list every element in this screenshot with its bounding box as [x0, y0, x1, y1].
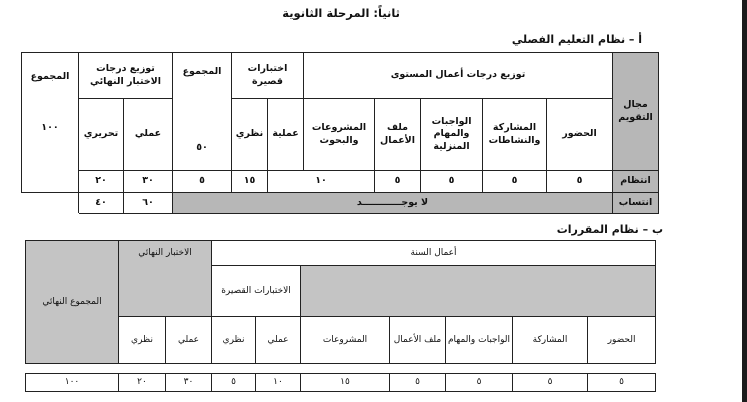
a-homework-header: الواجبات والمهام المنزلية [421, 99, 483, 171]
b-value-final-practical: ٣٠ [166, 374, 212, 392]
a-regular-final-written: ٢٠ [79, 171, 124, 193]
a-final-written-header: تحريري [79, 99, 124, 171]
b-value-portfolio: ٥ [390, 374, 446, 392]
section-b-heading: ب – نظام المقررات [556, 223, 663, 236]
b-portfolio-header: ملف الأعمال [390, 317, 446, 364]
a-regular-attendance: ٥ [547, 171, 613, 193]
a-grand-total-value: ١٠٠ [41, 121, 59, 133]
b-value-projects: ١٥ [301, 374, 390, 392]
a-affiliation-label: انتساب [613, 193, 659, 214]
b-participation-header: المشاركة [513, 317, 588, 364]
b-year-work-header: أعمال السنة [212, 241, 656, 266]
a-portfolio-header: ملف الأعمال [375, 99, 421, 171]
a-projects-header: المشروعات والبحوث [304, 99, 375, 171]
a-regular-homework: ٥ [421, 171, 483, 193]
a-regular-participation: ٥ [483, 171, 547, 193]
a-affiliation-empty [22, 193, 79, 214]
b-value-practical: ١٠ [256, 374, 301, 392]
a-theory-header: نظري [232, 99, 268, 171]
b-practical-header: عملي [256, 317, 301, 364]
a-regular-final-practical: ٣٠ [124, 171, 173, 193]
a-final-dist-header: توزيع درجات الاختبار النهائي [79, 53, 173, 99]
b-theory-header: نظري [212, 317, 256, 364]
a-total-value: ٥٠ [196, 141, 208, 153]
a-total-label: المجموع [182, 65, 222, 77]
page-title: ثانياً: المرحلة الثانوية [282, 6, 400, 20]
a-grand-total-header [22, 53, 79, 193]
a-regular-label: انتظام [613, 171, 659, 193]
a-attendance-header: الحضور [547, 99, 613, 171]
b-value-final-theory: ٢٠ [119, 374, 166, 392]
a-practical-header: عملية [268, 99, 304, 171]
b-value-attendance: ٥ [588, 374, 656, 392]
b-final-theory-header: نظري [119, 317, 166, 364]
b-projects-header: المشروعات [301, 317, 390, 364]
a-total-header [173, 53, 232, 171]
a-regular-practical: ١٥ [232, 171, 268, 193]
scan-edge-bar [742, 0, 747, 402]
b-homework-header: الواجبات والمهام [446, 317, 513, 364]
a-affiliation-final-practical: ٦٠ [124, 193, 173, 214]
b-value-final-total: ١٠٠ [26, 374, 119, 392]
a-grand-total-label: المجموع [30, 70, 70, 82]
b-value-homework: ٥ [446, 374, 513, 392]
table-semester-system [21, 52, 659, 214]
a-domain-header: مجال التقويم [613, 53, 659, 171]
b-final-practical-header: عملي [166, 317, 212, 364]
b-final-total-header: المجموع النهائي [26, 241, 119, 364]
b-final-exam-header: الاختبار النهائي [119, 241, 212, 317]
a-affiliation-none: لا يوجــــــــــــد [173, 193, 613, 214]
b-attendance-header: الحضور [588, 317, 656, 364]
b-spacer-row [26, 364, 656, 374]
a-final-practical-header: عملي [124, 99, 173, 171]
a-short-tests-header: اختبارات قصيرة [232, 53, 304, 99]
b-value-participation: ٥ [513, 374, 588, 392]
b-year-work-blank [301, 266, 656, 317]
table-courses-system [25, 240, 656, 392]
b-short-tests-header: الاختبارات القصيرة [212, 266, 301, 317]
b-value-theory: ٥ [212, 374, 256, 392]
a-participation-header: المشاركة والنشاطات [483, 99, 547, 171]
section-a-heading: أ – نظام التعليم الفصلي [511, 33, 642, 46]
a-regular-projects: ١٠ [268, 171, 375, 193]
a-regular-theory: ٥ [173, 171, 232, 193]
a-level-work-header: توزيع درجات أعمال المستوى [304, 53, 613, 99]
a-regular-portfolio: ٥ [375, 171, 421, 193]
a-affiliation-final-written: ٤٠ [79, 193, 124, 214]
